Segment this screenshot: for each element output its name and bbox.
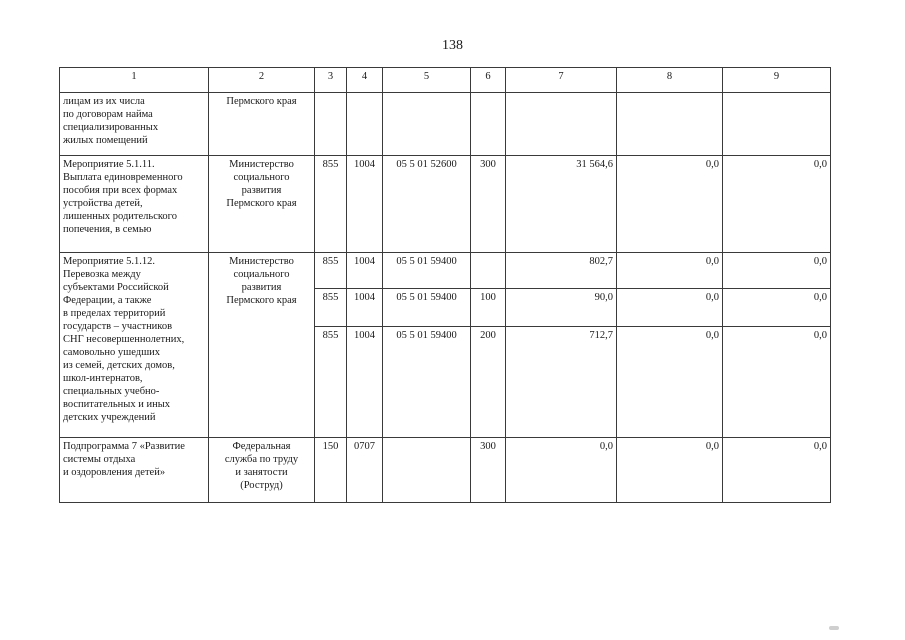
grbs-code-cell: 855 [315,327,347,438]
expense-type-cell: 100 [471,289,506,327]
agency-cell: Федеральная служба по труду и занятости (Роструд) [209,438,315,503]
amount-cell-8 [617,93,723,156]
expense-type-cell: 300 [471,156,506,253]
expense-type-cell: 200 [471,327,506,438]
col-header: 8 [617,68,723,93]
agency-cell: Министерство социального развития Пермского края [209,253,315,438]
amount-cell-7: 0,0 [506,438,617,503]
col-header: 2 [209,68,315,93]
col-header: 6 [471,68,506,93]
target-article-cell [383,93,471,156]
amount-cell-8: 0,0 [617,289,723,327]
table-row [60,253,831,289]
section-code-cell: 1004 [347,327,383,438]
target-article-cell: 05 5 01 52600 [383,156,471,253]
section-code-cell: 1004 [347,289,383,327]
target-article-cell: 05 5 01 59400 [383,289,471,327]
target-article-cell [383,438,471,503]
grbs-code-cell: 150 [315,438,347,503]
amount-cell-9: 0,0 [723,253,831,289]
amount-cell-7: 31 564,6 [506,156,617,253]
grbs-code-cell: 855 [315,253,347,289]
agency-cell: Пермского края [209,93,315,156]
target-article-cell: 05 5 01 59400 [383,327,471,438]
amount-cell-9: 0,0 [723,289,831,327]
amount-cell-9: 0,0 [723,156,831,253]
page-number: 138 [442,38,463,53]
amount-cell-8: 0,0 [617,156,723,253]
amount-cell-8: 0,0 [617,327,723,438]
amount-cell-7: 712,7 [506,327,617,438]
table-row [60,93,831,156]
measure-name-cell: Подпрограмма 7 «Развитие системы отдыха и оздоровления детей» [60,438,209,503]
col-header: 5 [383,68,471,93]
section-code-cell [347,93,383,156]
expense-type-cell [471,253,506,289]
target-article-cell: 05 5 01 59400 [383,253,471,289]
col-header: 9 [723,68,831,93]
expense-type-cell [471,93,506,156]
amount-cell-7: 90,0 [506,289,617,327]
amount-cell-9: 0,0 [723,327,831,438]
amount-cell-7: 802,7 [506,253,617,289]
grbs-code-cell: 855 [315,156,347,253]
grbs-code-cell [315,93,347,156]
table-row [60,156,831,253]
measure-name-cell: Мероприятие 5.1.12. Перевозка между субъектами Российской Федерации, а также в пределах территорий государств – участников СНГ несовершеннолетних, самовольно ушедших из семей, детских домов, школ-интернатов, специальных учебно- воспитательных и иных детских учреждений [60,253,209,438]
col-header: 4 [347,68,383,93]
table-row [60,438,831,503]
section-code-cell: 1004 [347,156,383,253]
section-code-cell: 1004 [347,253,383,289]
expense-type-cell: 300 [471,438,506,503]
col-header: 3 [315,68,347,93]
section-code-cell: 0707 [347,438,383,503]
amount-cell-9 [723,93,831,156]
amount-cell-9: 0,0 [723,438,831,503]
header-row [60,68,831,93]
agency-cell: Министерство социального развития Пермского края [209,156,315,253]
col-header: 7 [506,68,617,93]
measure-name-cell: Мероприятие 5.1.11. Выплата единовременного пособия при всех формах устройства детей, лишенных родительского попечения, в семью [60,156,209,253]
budget-table [59,67,831,503]
measure-name-cell: лицам из их числа по договорам найма специализированных жилых помещений [60,93,209,156]
grbs-code-cell: 855 [315,289,347,327]
amount-cell-7 [506,93,617,156]
amount-cell-8: 0,0 [617,253,723,289]
scan-artifact [829,626,839,630]
amount-cell-8: 0,0 [617,438,723,503]
col-header: 1 [60,68,209,93]
